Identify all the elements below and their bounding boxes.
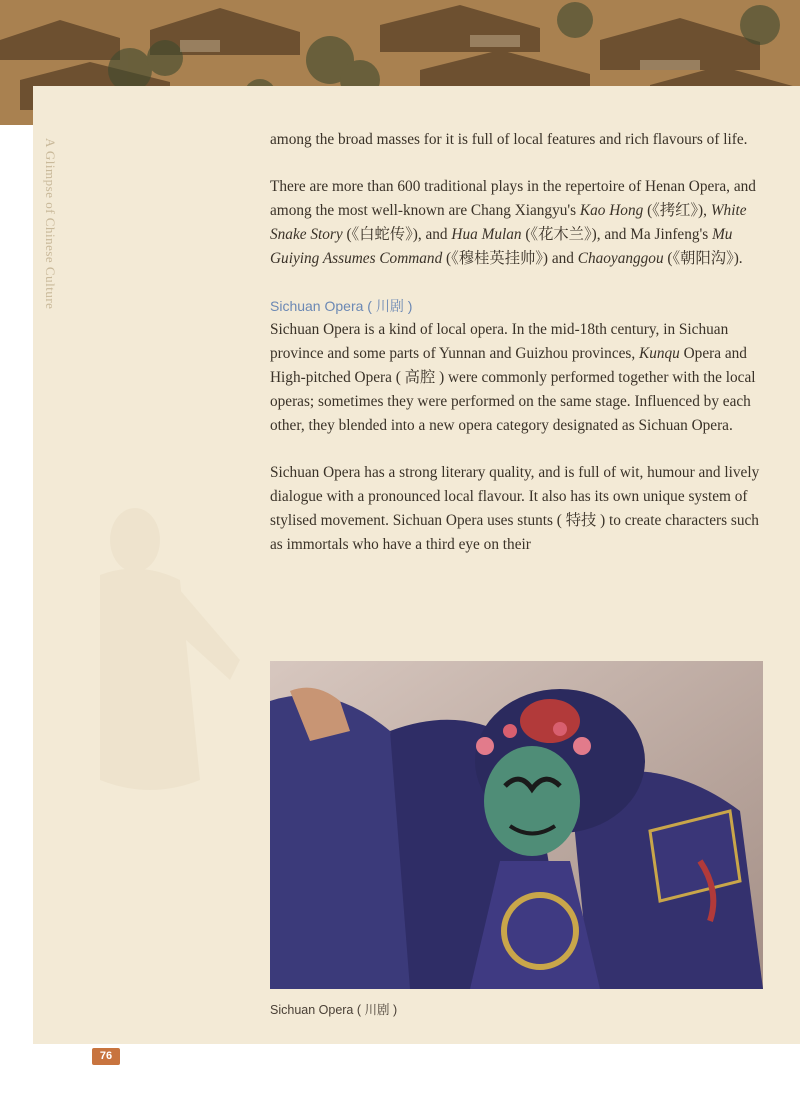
- opera-performer-image: [270, 661, 763, 989]
- page-number: 76: [92, 1048, 120, 1065]
- running-side-title: A Glimpse of Chinese Culture: [43, 138, 58, 310]
- section-heading-sichuan-opera: Sichuan Opera ( 川剧 ): [270, 298, 413, 314]
- paragraph-sichuan-origin: Sichuan Opera is a kind of local opera. In the mid-18th century, in Sichuan province and some parts of Yunnan and Guizhou provinces, Kunqu Opera and High-pitched Opera ( 高腔 ) were commonly performed together with the local operas; sometimes they were performed on the same stage. Influenced by each other, they blended into a new opera category designated as Sichuan Opera.: [270, 321, 756, 434]
- paragraph-henan-plays: There are more than 600 traditional plays in the repertoire of Henan Opera, and among the most well-known are Chang Xiangyu's Kao Hong (《拷红》), White Snake Story (《白蛇传》), and Hua Mulan (《花木兰》), and Ma Jinfeng's Mu Guiying Assumes Command (《穆桂英挂帅》) and Chaoyanggou (《朝阳沟》).: [270, 178, 756, 267]
- faded-figure-watermark: [80, 480, 250, 1080]
- paragraph-sichuan-features: Sichuan Opera has a strong literary quality, and is full of wit, humour and lively dialogue with a pronounced local flavour. It also has its own unique system of stylised movement. Sichuan Opera uses stunts ( 特技 ) to create characters such as immortals who have a third eye on their: [270, 464, 760, 553]
- main-text-column: [270, 128, 765, 580]
- paragraph-intro: among the broad masses for it is full of local features and rich flavours of life.: [270, 131, 748, 148]
- sichuan-opera-photo: [270, 661, 763, 989]
- photo-caption: Sichuan Opera ( 川剧 ): [270, 1003, 398, 1017]
